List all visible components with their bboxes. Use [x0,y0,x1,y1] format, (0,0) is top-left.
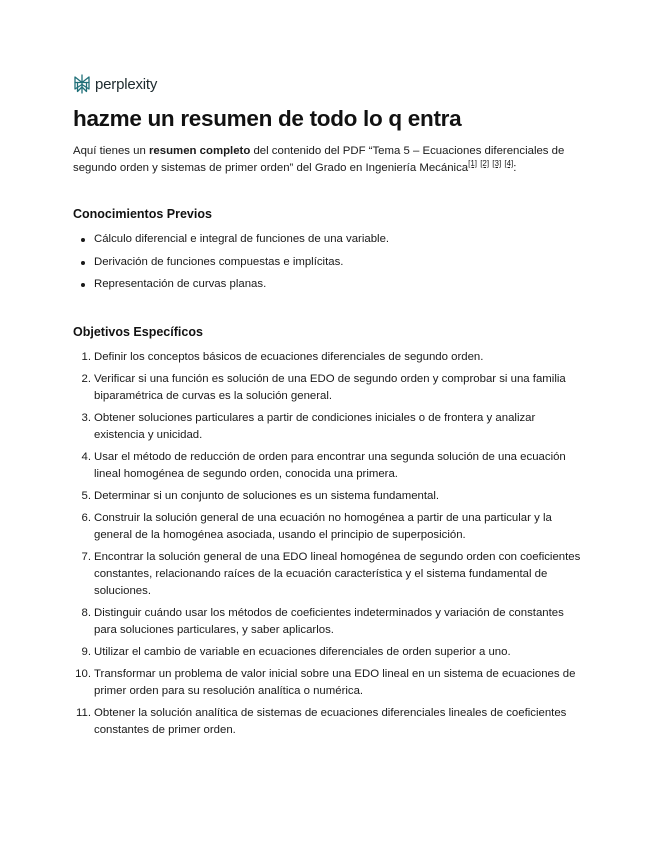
intro-bold: resumen completo [149,145,251,157]
list-item: 1. Definir los conceptos básicos de ecuaciones diferenciales de segundo orden. [81,351,484,363]
section-heading-objetivos: Objetivos Específicos [73,325,203,339]
list-item: 4. Usar el método de reducción de orden para encontrar una segunda solución de una ecuación lineal homogénea de segundo orden, conocida una primera. [81,451,566,480]
list-item: Representación de curvas planas. [73,276,389,299]
list-item-text: Transformar un problema de valor inicial sobre una EDO lineal en un sistema de ecuaciones de primer orden para su resolución analítica o numérica. [94,668,576,697]
list-item-text: Obtener soluciones particulares a partir de condiciones iniciales o de frontera y analizar existencia y unicidad. [94,412,536,441]
list-item-text: Utilizar el cambio de variable en ecuaciones diferenciales de orden superior a uno. [94,646,511,658]
list-item-text: Obtener la solución analítica de sistemas de ecuaciones diferenciales lineales de coeficientes constantes de primer orden. [94,707,567,736]
list-item-text: Encontrar la solución general de una EDO lineal homogénea de segundo orden con coeficientes constantes, relacionando raíces de la ecuación característica y el sistema fundamental de soluciones. [94,551,581,597]
brand-logo[interactable] [73,74,157,94]
list-item: 8. Distinguir cuándo usar los métodos de coeficientes indeterminados y variación de constantes para soluciones particulares, y saber aplicarlos. [81,607,564,636]
list-item-text: Distinguir cuándo usar los métodos de coeficientes indeterminados y variación de constantes para soluciones particulares, y saber aplicarlos. [94,607,564,636]
list-item-text: Usar el método de reducción de orden para encontrar una segunda solución de una ecuación lineal homogénea de segundo orden, conocida una primera. [94,451,566,480]
list-item: 11. Obtener la solución analítica de sistemas de ecuaciones diferenciales lineales de coeficientes constantes de primer orden. [76,707,567,736]
list-item: 5. Determinar si un conjunto de soluciones es un sistema fundamental. [81,490,440,502]
list-item: Cálculo diferencial e integral de funciones de una variable. [73,231,389,254]
citation-link[interactable]: [4] [504,159,514,169]
list-item: Derivación de funciones compuestas e implícitas. [73,254,389,277]
list-item: 7. Encontrar la solución general de una EDO lineal homogénea de segundo orden con coeficientes constantes, relacionando raíces de la ecuación característica y el sistema fundamental de soluciones. [81,551,581,597]
list-item: 3. Obtener soluciones particulares a partir de condiciones iniciales o de frontera y analizar existencia y unicidad. [81,412,536,441]
list-item-text: Definir los conceptos básicos de ecuaciones diferenciales de segundo orden. [94,351,484,363]
list-item: 10. Transformar un problema de valor inicial sobre una EDO lineal en un sistema de ecuaciones de primer orden para su resolución analítica o numérica. [75,668,576,697]
list-item: 6. Construir la solución general de una ecuación no homogénea a partir de una particular y la general de la homogénea asociada, usando el principio de superposición. [81,512,552,541]
citation-link[interactable]: [1] [468,159,478,169]
page-title: hazme un resumen de todo lo q entra [73,106,462,131]
list-item: 9. Utilizar el cambio de variable en ecuaciones diferenciales de orden superior a uno. [81,646,511,658]
list-item-text: Verificar si una función es solución de una EDO de segundo orden y comprobar si una familia biparamétrica de curvas es la solución general. [94,373,566,402]
citation-link[interactable]: [3] [492,159,502,169]
intro-paragraph [73,143,593,177]
brand-name: perplexity [95,75,158,93]
intro-text: del contenido del PDF “Tema 5 – Ecuaciones diferenciales de segundo orden y sistemas de primer orden” del Grado en Ingeniería Mecánica [73,145,565,174]
previos-list [73,231,389,299]
perplexity-logo-icon [73,74,91,94]
citation-link[interactable]: [2] [480,159,490,169]
objetivos-list [73,349,588,744]
intro-text: Aquí tienes un [73,145,149,157]
list-item-text: Construir la solución general de una ecuación no homogénea a partir de una particular y la general de la homogénea asociada, usando el principio de superposición. [94,512,552,541]
list-item: 2. Verificar si una función es solución de una EDO de segundo orden y comprobar si una familia biparamétrica de curvas es la solución general. [81,373,566,402]
list-item-text: Determinar si un conjunto de soluciones es un sistema fundamental. [94,490,440,502]
section-heading-previos: Conocimientos Previos [73,207,212,221]
intro-end: : [513,162,517,174]
